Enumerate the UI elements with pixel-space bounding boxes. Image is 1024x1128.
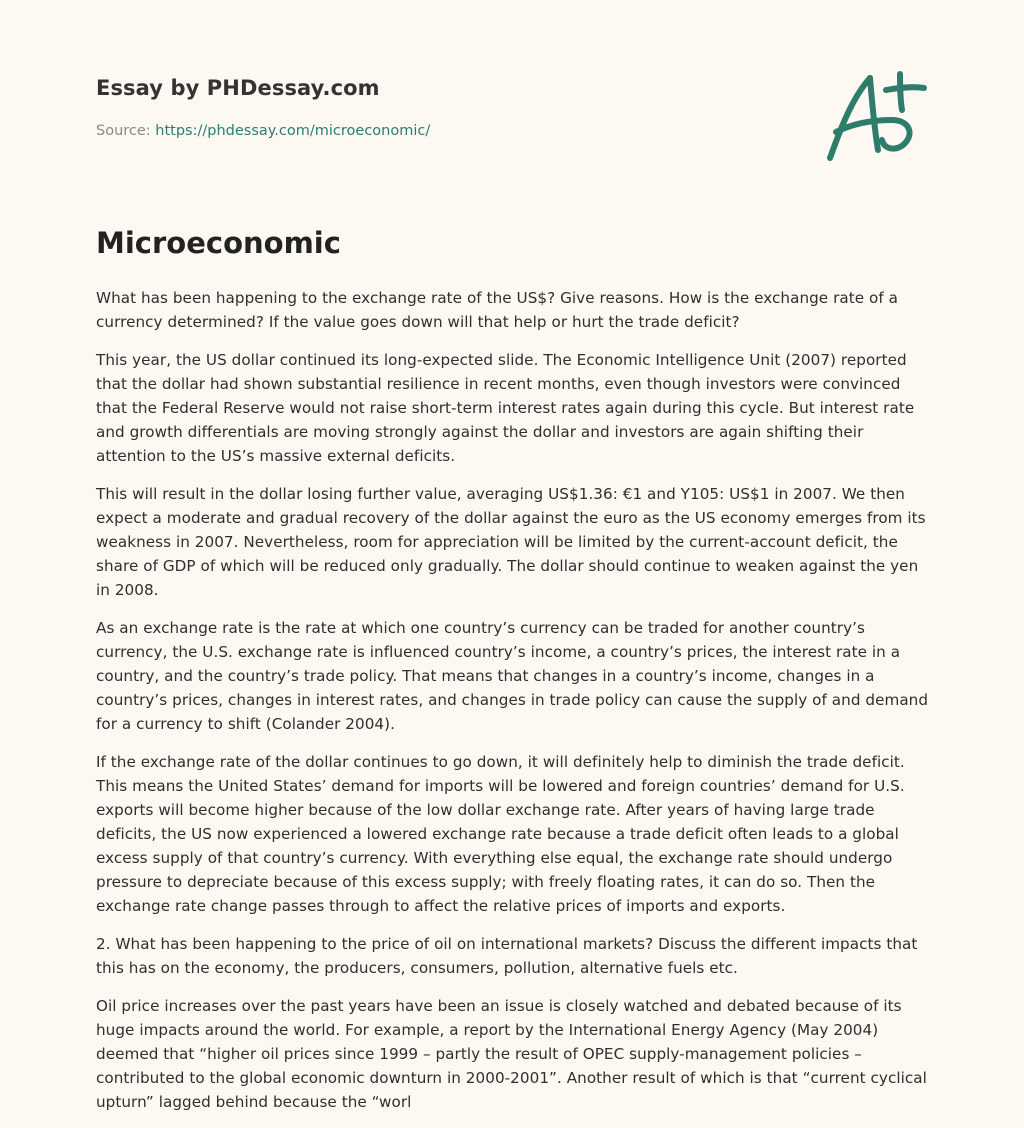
site-title: Essay by PHDessay.com bbox=[96, 76, 380, 100]
paragraph: This will result in the dollar losing further value, averaging US$1.36: €1 and Y105: US$1 in 2007. We then expect a moderate and gradual recovery of the dollar against the euro as the US economy emerges from its weakness in 2007. Nevertheless, room for appreciation will be limited by the current-account deficit, the share of GDP of which will be reduced only gradually. The dollar should continue to weaken against the yen in 2008. bbox=[96, 485, 926, 599]
source-label: Source: bbox=[96, 123, 151, 139]
source-link[interactable]: https://phdessay.com/microeconomic/ bbox=[155, 123, 431, 139]
article-title: Microeconomic bbox=[96, 226, 341, 260]
paragraph: If the exchange rate of the dollar continues to go down, it will definitely help to diminish the trade deficit. This means the United States’ demand for imports will be lowered and foreign countries’ demand for U.S. exports will become higher because of the low dollar exchange rate. After years of having large trade deficits, the US now experienced a lowered exchange rate because a trade deficit often leads to a global excess supply of that country’s currency. With everything else equal, the exchange rate should undergo pressure to depreciate because of this excess supply; with freely floating rates, it can do so. Then the exchange rate change passes through to affect the relative prices of imports and exports. bbox=[96, 753, 905, 915]
paragraph: What has been happening to the exchange rate of the US$? Give reasons. How is the exchange rate of a currency determined? If the value goes down will that help or hurt the trade deficit? bbox=[96, 289, 898, 331]
paragraph: Oil price increases over the past years have been an issue is closely watched and debated because of its huge impacts around the world. For example, a report by the International Energy Agency (May 2004) deemed that “higher oil prices since 1999 – partly the result of OPEC supply-management policies – contributed to the global economic downturn in 2000-2001”. Another result of which is that “current cyclical upturn” lagged behind because the “worl bbox=[96, 997, 927, 1111]
article-body bbox=[96, 286, 932, 1128]
source-line bbox=[96, 123, 796, 139]
paragraph: As an exchange rate is the rate at which one country’s currency can be traded for another country’s currency, the U.S. exchange rate is influenced country’s income, a country’s prices, the interest rate in a country, and the country’s trade policy. That means that changes in a country’s income, changes in a country’s prices, changes in interest rates, and changes in trade policy can cause the supply of and demand for a currency to shift (Colander 2004). bbox=[96, 619, 929, 733]
paragraph: 2. What has been happening to the price of oil on international markets? Discuss the different impacts that this has on the economy, the producers, consumers, pollution, alternative fuels etc. bbox=[96, 935, 918, 977]
site-header bbox=[96, 76, 796, 139]
a-plus-logo-icon bbox=[818, 66, 930, 166]
paragraph: This year, the US dollar continued its long-expected slide. The Economic Intelligence Unit (2007) reported that the dollar had shown substantial resilience in recent months, even though investors were convinced that the Federal Reserve would not raise short-term interest rates again during this cycle. But interest rate and growth differentials are moving strongly against the dollar and investors are again shifting their attention to the US’s massive external deficits. bbox=[96, 351, 915, 465]
